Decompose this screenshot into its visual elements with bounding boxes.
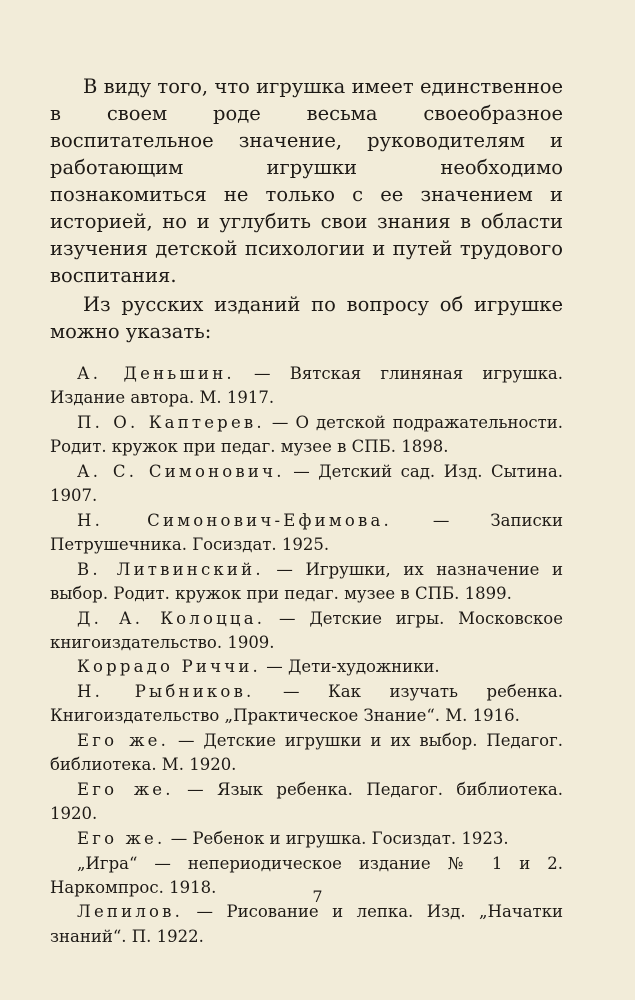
reference-text: — Вятская глиняная игрушка. Издание автора. М. 1917. <box>50 364 563 408</box>
reference-author: Его же. <box>77 779 174 799</box>
reference-item <box>50 607 563 655</box>
reference-author: В. Литвинский. <box>77 559 264 579</box>
reference-text: — Язык ребенка. Педагог. библиотека. 1920. <box>50 779 563 824</box>
reference-text: — Дети-художники. <box>260 657 440 677</box>
reference-text: — Как изучать ребенка. Книгоиздательство „Практическое Знание“. М. 1916. <box>50 682 563 726</box>
reference-author: Лепилов. <box>77 902 184 922</box>
reference-text: „Игра“ — непериодическое издание № 1 и 2. Наркомпрос. 1918. <box>50 853 563 897</box>
sources-intro-paragraph: Из русских изданий по вопросу об игрушке можно указать: <box>50 293 563 343</box>
reference-author: А. Деньшин. <box>77 364 235 383</box>
reference-item <box>50 729 563 777</box>
reference-text: — Рисование и лепка. Изд. „Начатки знаний“. П. 1922. <box>50 902 563 946</box>
reference-item <box>50 655 563 679</box>
reference-list <box>50 362 563 949</box>
reference-item <box>50 558 563 606</box>
page-number: 7 <box>312 887 323 906</box>
reference-author: Н. Рыбников. <box>77 682 255 702</box>
reference-text: — Игрушки, их назначение и выбор. Родит. кружок при педаг. музее в СПБ. 1899. <box>50 559 564 603</box>
reference-author: А. С. Симонович. <box>77 461 285 481</box>
reference-item <box>50 460 563 508</box>
reference-item <box>50 411 563 459</box>
intro-paragraph: В виду того, что игрушка имеет единственное в своем роде весьма своеобразное воспитательное значение, руководителям и работающим игрушки необходимо познакомиться не только с ее значением и историей, но и углубить свои знания в области изучения детской психологии и путей трудового воспитания. <box>50 75 563 287</box>
reference-item <box>50 778 563 826</box>
reference-text: — Записки Петрушечника. Госиздат. 1925. <box>50 510 563 554</box>
reference-item <box>50 900 563 948</box>
reference-text: — Ребенок и игрушка. Госиздат. 1923. <box>165 828 509 848</box>
reference-item <box>50 362 563 410</box>
reference-author: Его же. <box>77 828 166 848</box>
reference-item <box>50 827 563 851</box>
reference-item <box>50 509 563 557</box>
reference-text: — Детские игрушки и их выбор. Педагог. библиотека. М. 1920. <box>50 731 563 775</box>
reference-author: Н. Симонович-Ефимова. <box>77 510 392 530</box>
reference-author: Коррадо Риччи. <box>77 657 261 677</box>
reference-item <box>50 680 563 728</box>
reference-author: П. О. Каптерев. <box>77 412 265 432</box>
reference-author: Его же. <box>77 731 170 751</box>
reference-text: — О детской подражательности. Родит. кружок при педаг. музее в СПБ. 1898. <box>50 412 563 457</box>
reference-text: — Детский сад. Изд. Сытина. 1907. <box>50 461 563 506</box>
text-block <box>50 73 563 949</box>
reference-text: — Детские игры. Московское книгоиздательство. 1909. <box>50 608 563 652</box>
reference-author: Д. А. Колоцца. <box>77 608 266 628</box>
